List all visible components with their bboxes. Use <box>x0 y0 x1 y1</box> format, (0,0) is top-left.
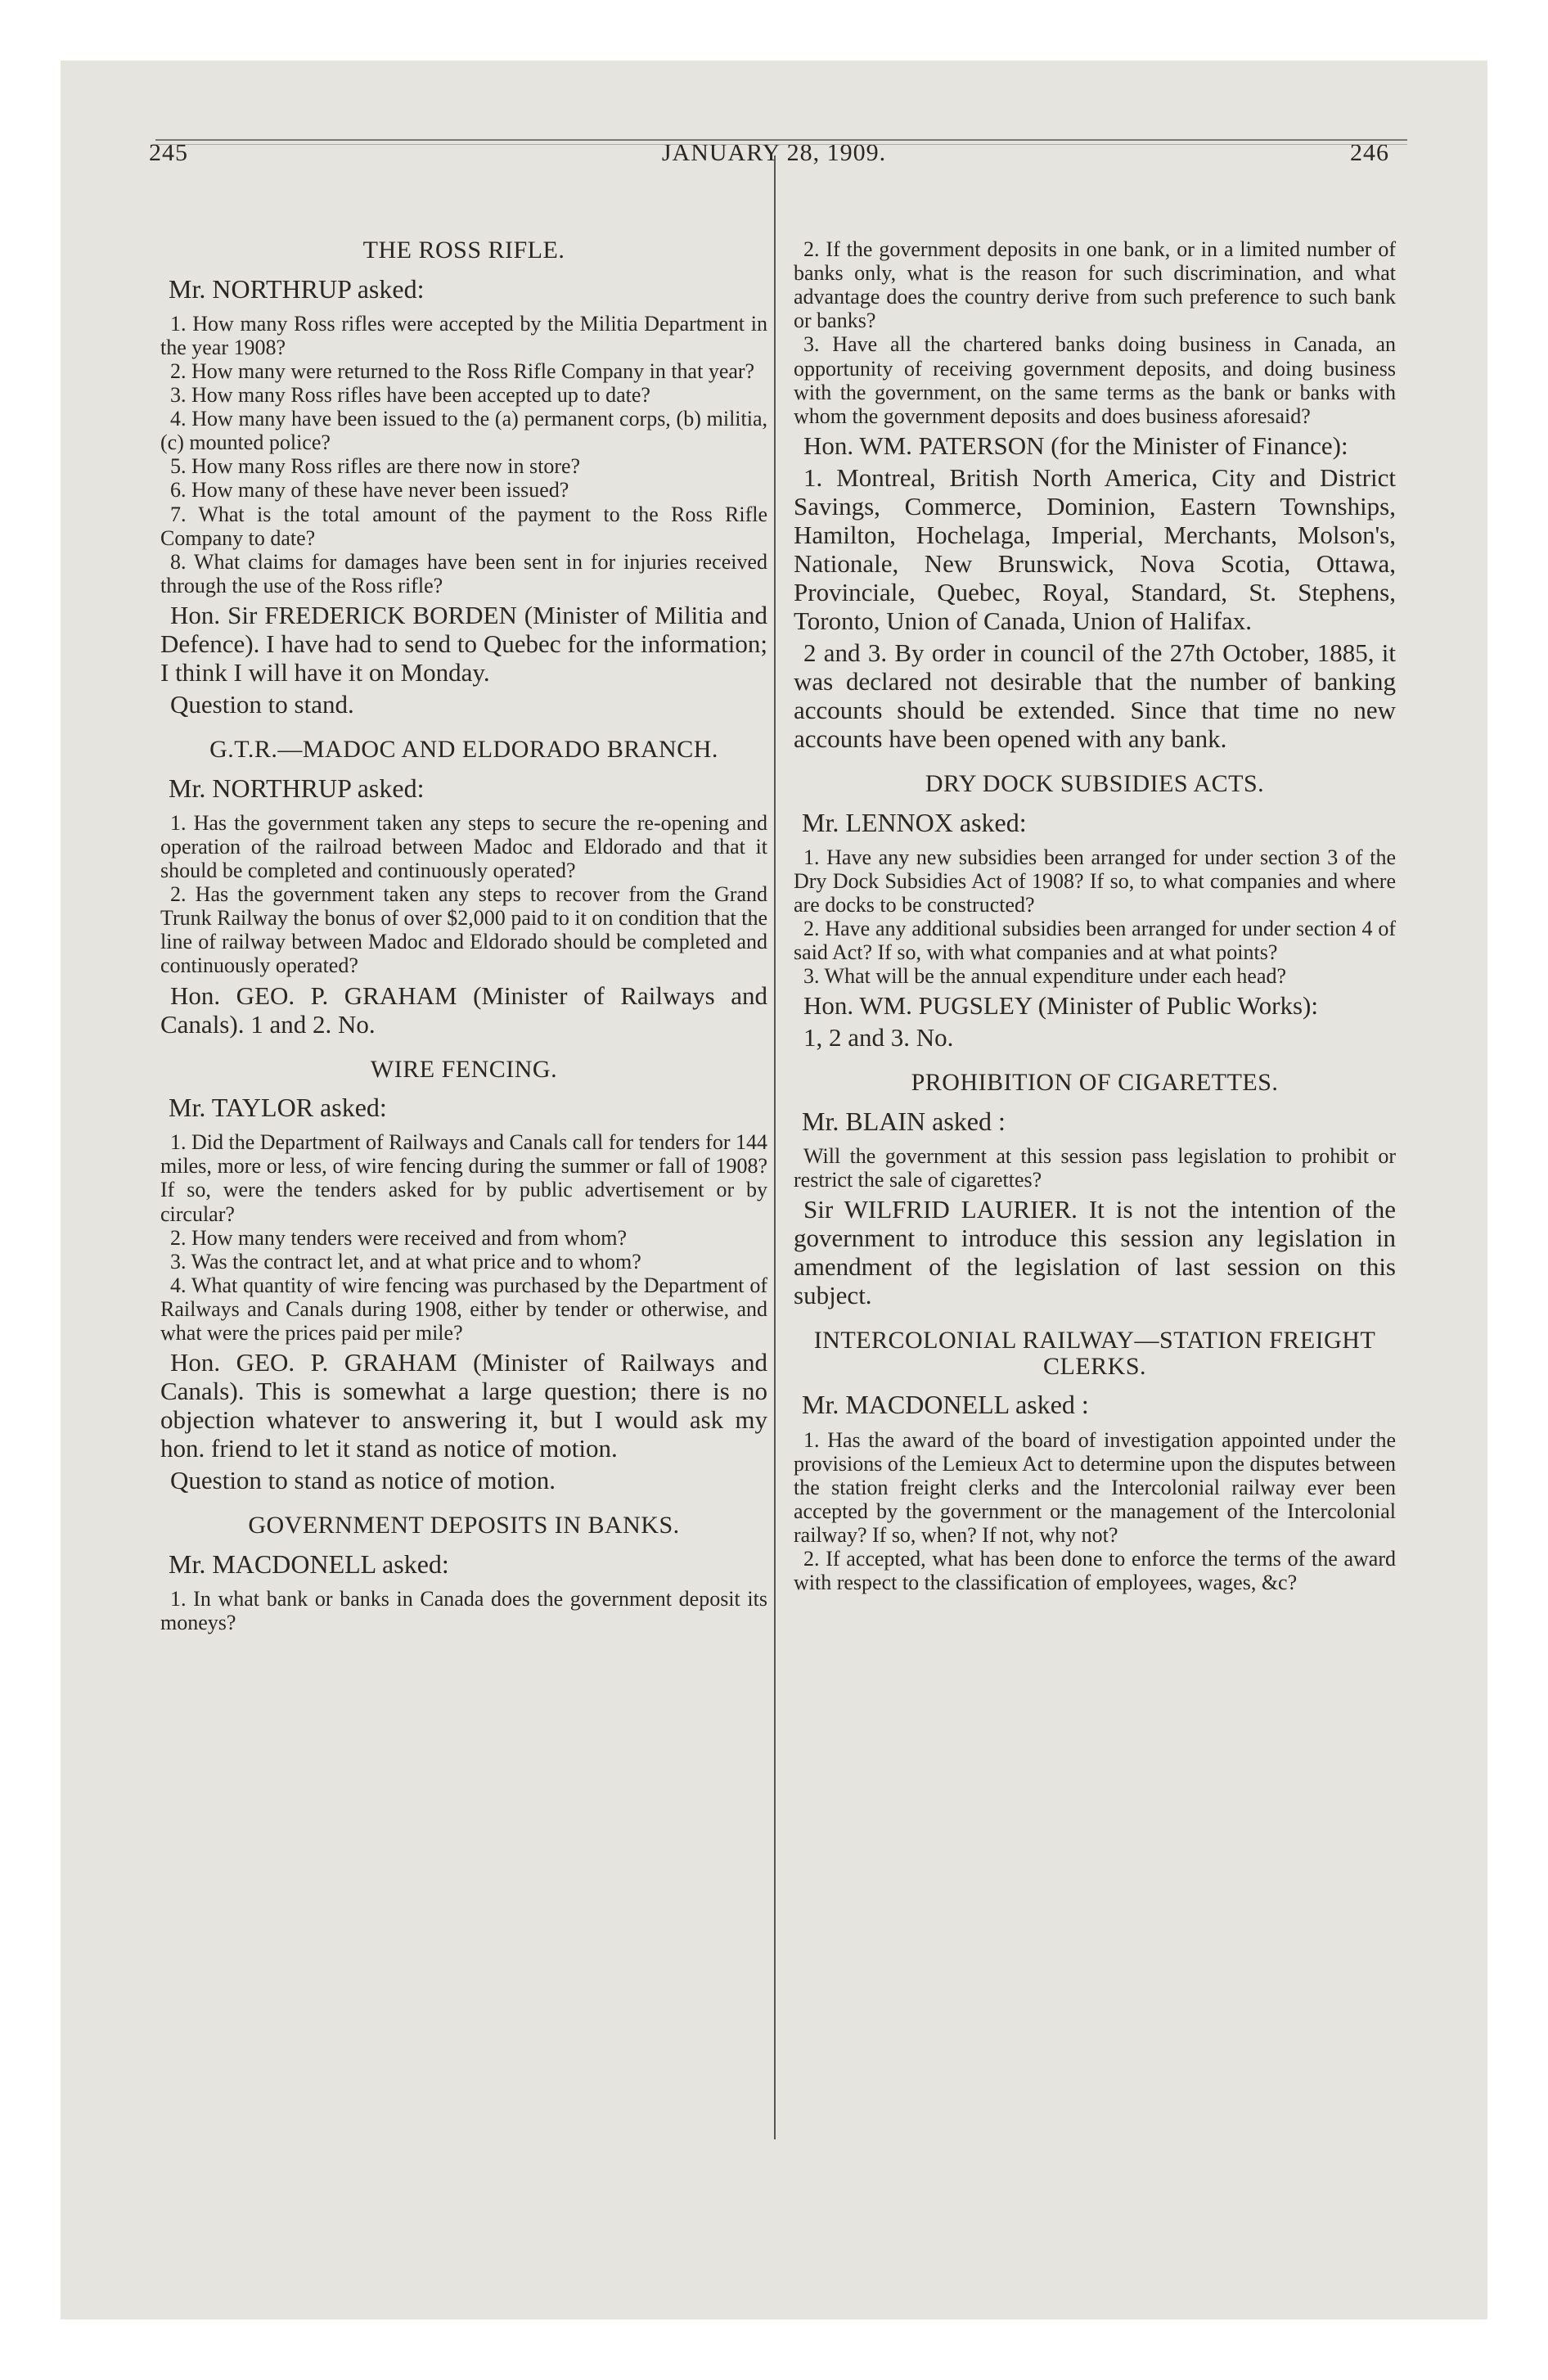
question-paragraph: 3. What will be the annual expenditure under each head? <box>803 964 1287 989</box>
answer-paragraph: Hon. GEO. P. GRAHAM (Minister of Railways and Canals). 1 and 2. No. <box>160 980 767 1039</box>
question-paragraph: 4. What quantity of wire fencing was purchased by the Department of Railways and Canals during 1908, either by tender or otherwise, and what were the prices paid per mile? <box>160 1273 767 1346</box>
question-paragraph: 2. Has the government taken any steps to recover from the Grand Trunk Railway the bonus of over $2,000 paid to it on condition that the line of railway between Madoc and Eldorado should be completed and continuously operated? <box>160 882 767 978</box>
question-paragraph: 2. If the government deposits in one bank, or in a limited number of banks only, what is the reason for such discrimination, and what advantage does the country derive from such preference to such bank or banks? <box>794 237 1396 333</box>
answer-paragraph: Question to stand. <box>170 690 354 719</box>
asker-line: Mr. LENNOX asked: <box>802 807 1027 837</box>
page-number-right: 246 <box>1350 139 1389 166</box>
answer-paragraph: Hon. Sir FREDERICK BORDEN (Minister of Militia and Defence). I have had to send to Quebec for the information; I think I will have it on Monday. <box>160 601 767 687</box>
question-paragraph: 3. How many Ross rifles have been accepted up to date? <box>170 383 650 408</box>
left-column <box>160 237 767 1634</box>
asker-line: Mr. MACDONELL asked : <box>802 1390 1089 1420</box>
asker-line: Mr. BLAIN asked : <box>802 1106 1006 1136</box>
section-heading: GOVERNMENT DEPOSITS IN BANKS. <box>248 1512 680 1539</box>
page-date: JANUARY 28, 1909. <box>661 139 887 166</box>
asker-line: Mr. TAYLOR asked: <box>169 1093 387 1123</box>
question-paragraph: 1. Did the Department of Railways and Canals call for tenders for 144 miles, more or less, of wire fencing during the summer or fall of 1908? If so, were the tenders asked for by public advertisement or by circular? <box>160 1130 767 1226</box>
question-paragraph: 2. Have any additional subsidies been arranged for under section 4 of said Act? If so, with what companies and at what points? <box>794 917 1396 965</box>
section-heading: PROHIBITION OF CIGARETTES. <box>911 1069 1279 1097</box>
question-paragraph: 1. In what bank or banks in Canada does the government deposit its moneys? <box>160 1586 767 1635</box>
right-column <box>794 237 1396 1594</box>
asker-line: Mr. NORTHRUP asked: <box>169 773 425 803</box>
answer-paragraph: Question to stand as notice of motion. <box>170 1466 556 1495</box>
question-paragraph: 4. How many have been issued to the (a) permanent corps, (b) militia, (c) mounted police? <box>160 407 767 455</box>
answer-paragraph: Hon. WM. PATERSON (for the Minister of Finance): <box>803 430 1348 460</box>
column-divider <box>774 156 776 2139</box>
section-heading: WIRE FENCING. <box>370 1055 558 1083</box>
question-paragraph: 1. Have any new subsidies been arranged for under section 3 of the Dry Dock Subsidies Act of 1908? If so, to what companies and where are docks to be constructed? <box>794 845 1396 917</box>
header-rule-thin <box>155 144 1407 145</box>
asker-line: Mr. NORTHRUP asked: <box>169 273 425 304</box>
answer-paragraph: Hon. GEO. P. GRAHAM (Minister of Railways and Canals). This is somewhat a large question; there is no objection whatever to answering it, but I would ask my hon. friend to let it stand as notice of motion. <box>160 1348 767 1463</box>
answer-paragraph: 1, 2 and 3. No. <box>803 1023 954 1053</box>
section-heading: INTERCOLONIAL RAILWAY—STATION FREIGHT CLERKS. <box>813 1327 1376 1380</box>
asker-line: Mr. MACDONELL asked: <box>169 1548 449 1579</box>
question-paragraph: 3. Have all the chartered banks doing business in Canada, an opportunity of receiving government deposits, and doing business with the government, on the same terms as the bank or banks with whom the government deposits and does business aforesaid? <box>794 332 1396 428</box>
question-paragraph: 8. What claims for damages have been sent in for injuries received through the use of the Ross rifle? <box>160 549 767 597</box>
question-paragraph: 2. How many were returned to the Ross Rifle Company in that year? <box>170 358 755 383</box>
question-paragraph: 1. Has the award of the board of investigation appointed under the provisions of the Lemieux Act to determine upon the disputes between the station freight clerks and the Intercolonial railway ever been accepted by the government or the management of the Intercolonial railway? If so, when? If not, why not? <box>794 1427 1396 1548</box>
answer-paragraph: 2 and 3. By order in council of the 27th October, 1885, it was declared not desirable that the number of banking accounts should be extended. Since that time no new accounts have been opened with any bank. <box>794 638 1396 754</box>
question-paragraph: 5. How many Ross rifles are there now in store? <box>170 454 581 479</box>
question-paragraph: 7. What is the total amount of the payment to the Ross Rifle Company to date? <box>160 502 767 550</box>
answer-paragraph: 1. Montreal, British North America, City and District Savings, Commerce, Dominion, Eastern Townships, Hamilton, Hochelaga, Imperial, Merchants, Molson's, Nationale, New Brunswick, Nova Scotia, Ottawa, Provinciale, Quebec, Royal, Standard, St. Stephens, Toronto, Union of Canada, Union of Halifax. <box>794 462 1396 635</box>
question-paragraph: 2. How many tenders were received and from whom? <box>170 1225 628 1250</box>
answer-paragraph: Hon. WM. PUGSLEY (Minister of Public Works): <box>803 991 1318 1021</box>
question-paragraph: Will the government at this session pass legislation to prohibit or restrict the sale of cigarettes? <box>794 1144 1396 1192</box>
header-rule <box>155 139 1407 141</box>
section-heading: G.T.R.—MADOC AND ELDORADO BRANCH. <box>209 736 718 764</box>
answer-paragraph: Sir WILFRID LAURIER. It is not the intention of the government to introduce this session any legislation in amendment of the legislation of last session on this subject. <box>794 1195 1396 1310</box>
question-paragraph: 1. Has the government taken any steps to secure the re-opening and operation of the railroad between Madoc and Eldorado and that it should be completed and continuously operated? <box>160 810 767 882</box>
section-heading: THE ROSS RIFLE. <box>362 237 565 264</box>
question-paragraph: 2. If accepted, what has been done to enforce the terms of the award with respect to the classification of employees, wages, &c? <box>794 1547 1396 1595</box>
section-heading: DRY DOCK SUBSIDIES ACTS. <box>925 770 1265 798</box>
question-paragraph: 3. Was the contract let, and at what price and to whom? <box>170 1249 641 1273</box>
page-number-left: 245 <box>149 139 188 166</box>
question-paragraph: 6. How many of these have never been issued? <box>170 478 569 503</box>
question-paragraph: 1. How many Ross rifles were accepted by the Militia Department in the year 1908? <box>160 311 767 359</box>
